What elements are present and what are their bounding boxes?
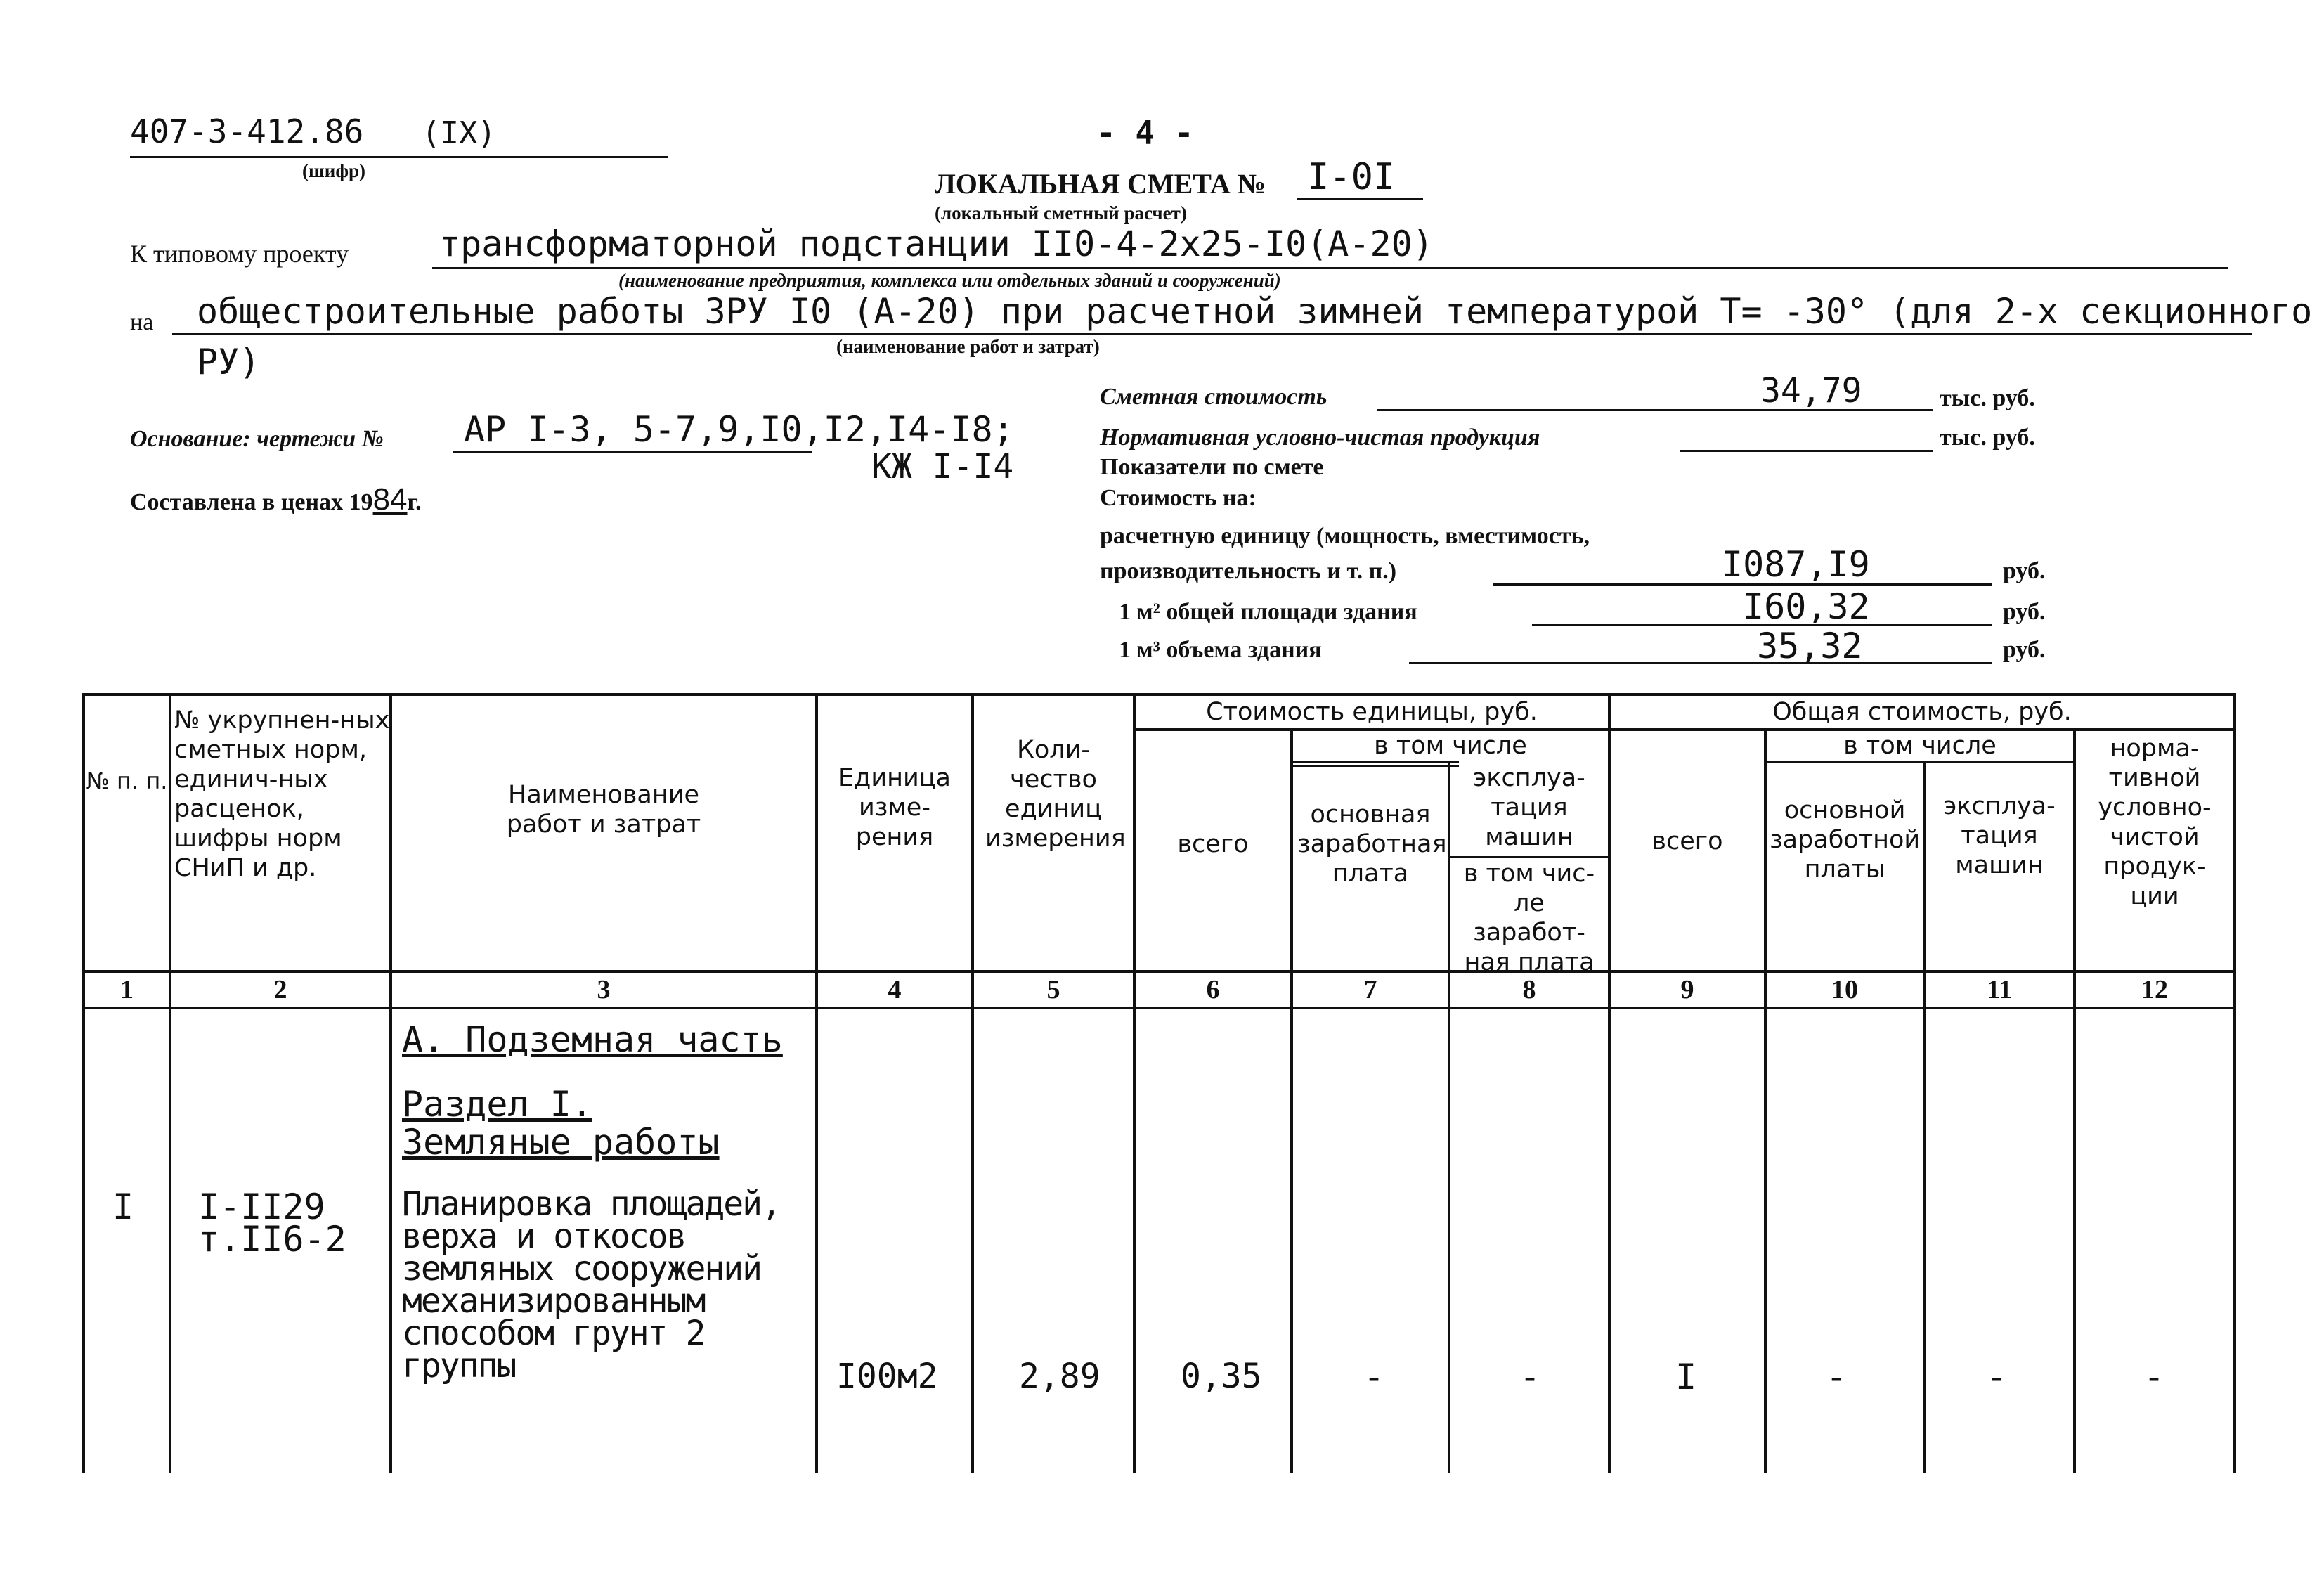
header-col-9: всего: [1651, 827, 1723, 855]
header-col-11: эксплуа-тация машин: [1943, 792, 2056, 879]
document-code: 407-3-412.86: [130, 112, 364, 150]
col-number-8: 8: [1522, 975, 1536, 1004]
work-value-continued: РУ): [197, 342, 261, 382]
col-number-7: 7: [1363, 975, 1377, 1004]
row-number: I: [112, 1186, 134, 1227]
row-unit: I00м2: [836, 1357, 938, 1396]
normative-label: Нормативная условно-чистая продукция: [1100, 425, 1540, 451]
header-col-7: основная заработная плата: [1297, 801, 1447, 888]
row-qty: 2,89: [1019, 1357, 1101, 1396]
col-number-1: 1: [120, 975, 134, 1004]
estimated-cost-value: 34,79: [1760, 371, 1862, 410]
col-number-6: 6: [1206, 975, 1220, 1004]
col-number-4: 4: [888, 975, 902, 1004]
col-number-12: 12: [2141, 975, 2168, 1004]
row-unit-salary: -: [1363, 1357, 1385, 1397]
header-col-8a: эксплуа-тация машин: [1473, 764, 1585, 851]
normative-unit: тыс. руб.: [1940, 425, 2035, 451]
prices-label: Составлена в ценах 19: [130, 489, 373, 515]
basis-value-2: КЖ I-I4: [871, 447, 1014, 486]
header-unit-cost-group: Стоимость единицы, руб.: [1206, 698, 1538, 726]
unit-label-1: расчетную единицу (мощность, вместимость,: [1100, 523, 1590, 549]
row-total-normative: -: [2143, 1357, 2165, 1397]
estimate-title: ЛОКАЛЬНАЯ СМЕТА №: [935, 168, 1266, 200]
unit-cost-unit: руб.: [2003, 558, 2046, 584]
area-unit: руб.: [2003, 599, 2046, 625]
header-col-6: всего: [1177, 830, 1249, 858]
volume-unit: руб.: [2003, 637, 2046, 663]
header-col-8b: в том чис-ле заработ-ная плата: [1463, 860, 1595, 976]
prices-year: 84: [372, 482, 408, 517]
work-caption: (наименование работ и затрат): [836, 336, 1100, 357]
col-number-3: 3: [597, 975, 611, 1004]
header-col-4: Единица изме-рения: [838, 764, 951, 851]
project-caption: (наименование предприятия, комплекса или отдельных зданий и сооружений): [618, 270, 1281, 291]
row-name: Планировка площадей, верха и откосов земляных сооружений механизированным способом грунт 2 группы: [402, 1184, 780, 1385]
header-col-10: основной заработной платы: [1770, 796, 1921, 884]
header-col-12: норма-тивной условно-чистой продук-ции: [2098, 735, 2212, 910]
col-number-5: 5: [1046, 975, 1060, 1004]
area-label: 1 м² общей площади здания: [1119, 599, 1417, 625]
section-title: Раздел I. Земляные работы: [402, 1084, 720, 1163]
row-total: I: [1675, 1357, 1697, 1397]
estimated-cost-unit: тыс. руб.: [1940, 385, 2035, 411]
prices-label-suffix: г.: [407, 489, 422, 515]
estimate-number: I-0I: [1307, 156, 1396, 198]
row-code-1: I-II29: [198, 1186, 325, 1227]
volume-label: 1 м³ объема здания: [1119, 637, 1322, 663]
header-total-incl: в том числе: [1843, 732, 1997, 760]
part-title: А. Подземная часть: [402, 1019, 783, 1060]
header-col-2: № укрупнен-ных сметных норм, единич-ных расценок, шифры норм СНиП и др.: [174, 706, 390, 882]
col-number-11: 11: [1987, 975, 2012, 1004]
project-label: К типовому проекту: [130, 240, 349, 268]
unit-label-2: производительность и т. п.): [1100, 558, 1397, 584]
prices-line: [130, 482, 422, 517]
unit-cost-value: I087,I9: [1722, 544, 1870, 585]
estimated-cost-label: Сметная стоимость: [1100, 384, 1327, 410]
row-code-2: т.II6-2: [198, 1219, 346, 1260]
header-col-1: № п. п.: [86, 768, 168, 794]
col-number-10: 10: [1831, 975, 1858, 1004]
col-number-2: 2: [273, 975, 287, 1004]
basis-label: Основание: чертежи №: [130, 426, 384, 452]
row-total-machines: -: [1986, 1357, 2008, 1397]
page-number: - 4 -: [1096, 114, 1194, 152]
code-caption: (шифр): [302, 160, 366, 181]
row-total-salary: -: [1826, 1357, 1848, 1397]
project-value: трансформаторной подстанции II0-4-2x25-I0(А-20): [439, 224, 1434, 264]
row-unit-total: 0,35: [1181, 1357, 1262, 1396]
volume-value: 35,32: [1757, 626, 1863, 666]
col-number-9: 9: [1680, 975, 1694, 1004]
work-label: на: [130, 309, 154, 335]
work-value: общестроительные работы ЗРУ I0 (А-20) при расчетной зимней температурой Т= -30° (для 2-х секционного: [197, 291, 2313, 332]
indicators-label: Показатели по смете: [1100, 454, 1324, 480]
area-value: I60,32: [1743, 586, 1870, 627]
header-unit-incl: в том числе: [1374, 732, 1527, 760]
document-code-suffix: (IX): [422, 115, 496, 151]
header-total-group: Общая стоимость, руб.: [1772, 698, 2072, 726]
header-col-3: Наименование работ и затрат: [506, 781, 701, 839]
cost-on-label: Стоимость на:: [1100, 485, 1257, 511]
estimate-title-caption: (локальный сметный расчет): [935, 202, 1187, 224]
basis-value: АР I-3, 5-7,9,I0,I2,I4-I8;: [464, 409, 1014, 450]
row-unit-machines: -: [1519, 1357, 1541, 1397]
header-col-5: Коли-чество единиц измерения: [985, 736, 1126, 853]
